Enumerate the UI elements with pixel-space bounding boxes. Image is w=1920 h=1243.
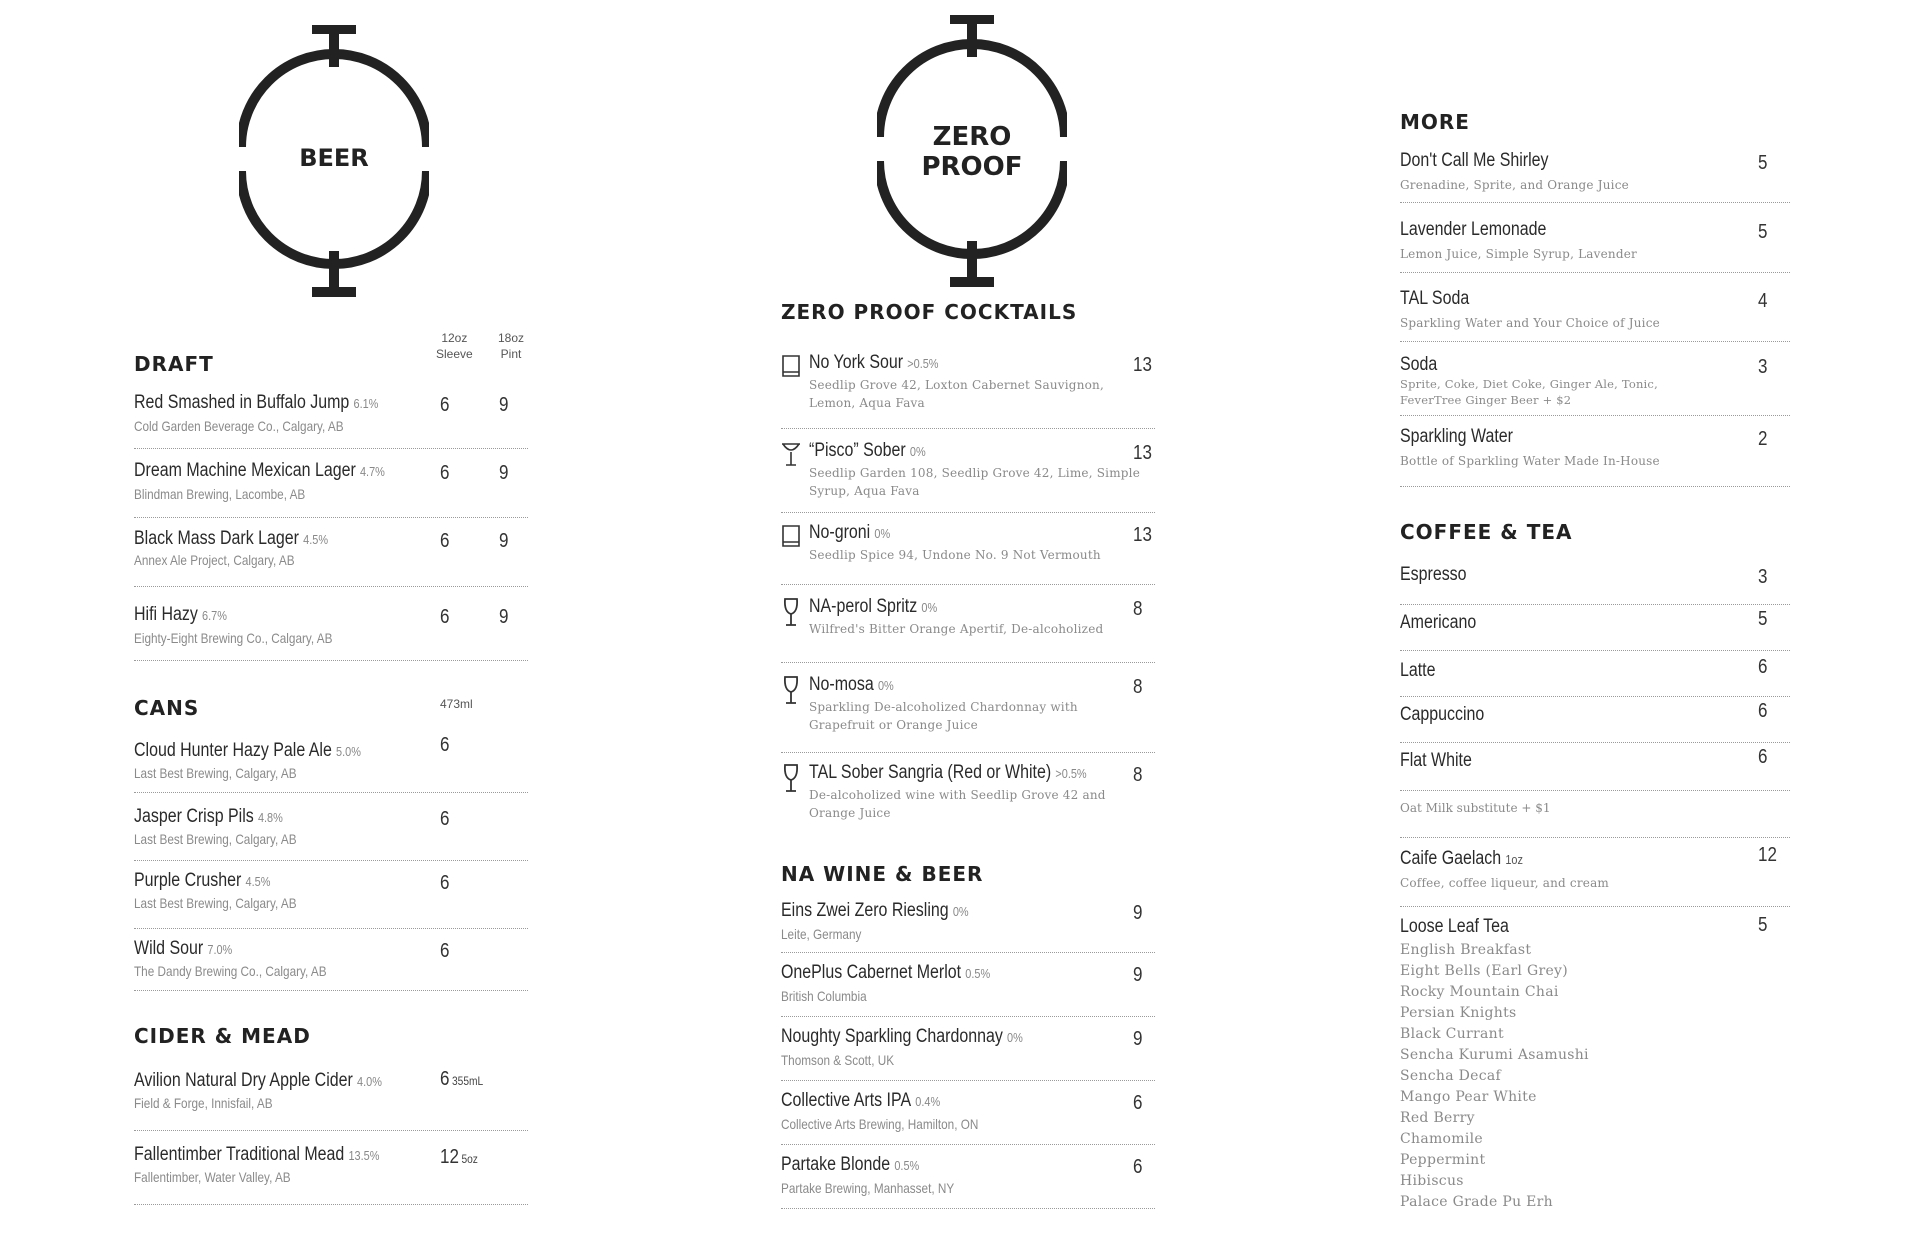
price: 6 (1133, 1156, 1143, 1178)
origin: Partake Brewing, Manhasset, NY (781, 1180, 955, 1196)
price: 5 (1758, 152, 1768, 174)
list-item (1400, 219, 1790, 273)
loose-leaf-tea (1400, 916, 1790, 1216)
list-item (134, 806, 528, 861)
section-title: DRAFT (134, 352, 214, 376)
price: 3 (1758, 566, 1768, 588)
item-name: No-mosa 0% (809, 674, 894, 695)
description: Seedlip Garden 108, Seedlip Grove 42, Lime, Simple Syrup, Aqua Fava (809, 466, 1141, 498)
section-title: COFFEE & TEA (1400, 520, 1573, 544)
price: 8 (1133, 764, 1143, 786)
item-name: Wild Sour 7.0% (134, 938, 233, 959)
description: Coffee, coffee liqueur, and cream (1400, 876, 1610, 890)
price-pint: 9 (499, 462, 509, 484)
price-sleeve: 6 (440, 462, 450, 484)
brewery: Last Best Brewing, Calgary, AB (134, 895, 297, 911)
description: Grenadine, Sprite, and Orange Juice (1400, 178, 1629, 192)
item-name: Americano (1400, 612, 1477, 633)
price: 5 (1758, 914, 1768, 936)
list-item (134, 870, 528, 929)
price: 8 (1133, 598, 1143, 620)
origin: Leite, Germany (781, 926, 862, 942)
tea-varieties-list (1400, 940, 1589, 1213)
cans-section (134, 696, 528, 996)
item-name: OnePlus Cabernet Merlot 0.5% (781, 962, 991, 983)
item-name: “Pisco” Sober 0% (809, 440, 926, 461)
price: 6 (440, 872, 450, 894)
abv: 0% (877, 678, 894, 693)
abv: 4.5% (245, 874, 271, 889)
abv: 0% (874, 526, 891, 541)
section-title: ZERO PROOF COCKTAILS (781, 300, 1078, 324)
section-title: CANS (134, 696, 200, 720)
price: 12 5oz (440, 1146, 478, 1168)
unit: 355mL (452, 1074, 484, 1088)
item-name: Noughty Sparkling Chardonnay 0% (781, 1026, 1023, 1047)
more-section (1400, 110, 1790, 490)
list-item (781, 596, 1155, 663)
tea-variety: Chamomile (1400, 1131, 1483, 1147)
price: 6 (1758, 700, 1768, 722)
list-item (781, 962, 1155, 1017)
price: 9 (1133, 964, 1143, 986)
item-name: Eins Zwei Zero Riesling 0% (781, 900, 969, 921)
abv: 4.0% (357, 1074, 382, 1089)
price: 9 (1133, 1028, 1143, 1050)
tea-variety: Mango Pear White (1400, 1089, 1537, 1105)
tea-variety: Eight Bells (Earl Grey) (1400, 963, 1568, 979)
list-item (781, 674, 1155, 753)
item-name: Loose Leaf Tea (1400, 916, 1509, 937)
price: 8 (1133, 676, 1143, 698)
price: 6 (1133, 1092, 1143, 1114)
item-name: Dream Machine Mexican Lager 4.7% (134, 460, 385, 481)
list-item (1400, 844, 1790, 907)
abv: 0.4% (915, 1094, 941, 1109)
badge-title: BEER (299, 144, 369, 172)
item-name: Partake Blonde 0.5% (781, 1154, 920, 1175)
price-pint: 9 (499, 530, 509, 552)
coupe-glass-icon (781, 442, 801, 468)
tea-variety: Persian Knights (1400, 1005, 1517, 1021)
price: 3 (1758, 356, 1768, 378)
item-name: Purple Crusher 4.5% (134, 870, 271, 891)
item-name: Hifi Hazy 6.7% (134, 604, 227, 625)
list-item (781, 1154, 1155, 1209)
item-name: Red Smashed in Buffalo Jump 6.1% (134, 392, 379, 413)
price: 6 355mL (440, 1068, 484, 1090)
tea-variety: Sencha Kurumi Asamushi (1400, 1047, 1589, 1063)
description: Bottle of Sparkling Water Made In-House (1400, 454, 1660, 468)
abv: 5.0% (336, 744, 361, 759)
brewery: Last Best Brewing, Calgary, AB (134, 831, 297, 847)
abv: >0.5% (1055, 766, 1087, 781)
item-name: Cappuccino (1400, 704, 1485, 725)
abv: 4.7% (359, 464, 385, 479)
item-name: Jasper Crisp Pils 4.8% (134, 806, 283, 827)
section-title: CIDER & MEAD (134, 1024, 311, 1048)
list-item (134, 734, 528, 793)
price: 6 (440, 940, 450, 962)
na-wine-beer-section (781, 862, 1155, 1212)
list-item (134, 1070, 528, 1131)
brewery: Cold Garden Beverage Co., Calgary, AB (134, 418, 344, 434)
item-name: No York Sour >0.5% (809, 352, 939, 373)
description: Seedlip Spice 94, Undone No. 9 Not Vermouth (809, 548, 1101, 562)
price-sleeve: 6 (440, 606, 450, 628)
list-item (1400, 564, 1790, 605)
brewery: Eighty-Eight Brewing Co., Calgary, AB (134, 630, 333, 646)
list-item (134, 460, 528, 518)
price: 5 (1758, 221, 1768, 243)
item-name: TAL Soda (1400, 288, 1470, 309)
brewery: Field & Forge, Innisfail, AB (134, 1095, 273, 1111)
rocks-glass-icon (781, 524, 801, 550)
abv: 6.1% (353, 396, 379, 411)
brewery: The Dandy Brewing Co., Calgary, AB (134, 963, 327, 979)
tea-variety: Rocky Mountain Chai (1400, 984, 1559, 1000)
wine-glass-icon (781, 764, 801, 790)
list-item (134, 604, 528, 661)
item-name: TAL Sober Sangria (Red or White) >0.5% (809, 762, 1087, 783)
zero-proof-badge (877, 15, 1067, 290)
oat-milk-note: Oat Milk substitute + $1 (1400, 790, 1790, 838)
section-title: MORE (1400, 110, 1470, 134)
list-item (1400, 656, 1790, 697)
section-title: NA WINE & BEER (781, 862, 984, 886)
list-item (1400, 354, 1790, 416)
price: 6 (440, 734, 450, 756)
tea-variety: Red Berry (1400, 1110, 1475, 1126)
list-item (1400, 426, 1790, 487)
price: 12 (1758, 844, 1777, 866)
item-name: Caife Gaelach 1oz (1400, 848, 1523, 869)
list-item (1400, 746, 1790, 788)
item-name: Don't Call Me Shirley (1400, 150, 1549, 171)
list-item (134, 528, 528, 587)
price: 13 (1133, 524, 1152, 546)
price-pint: 9 (499, 606, 509, 628)
item-name: Black Mass Dark Lager 4.5% (134, 528, 329, 549)
list-item (1400, 700, 1790, 743)
price: 13 (1133, 442, 1152, 464)
price: 6 (440, 808, 450, 830)
item-name: Avilion Natural Dry Apple Cider 4.0% (134, 1070, 382, 1091)
item-name: Lavender Lemonade (1400, 219, 1547, 240)
abv: 13.5% (348, 1148, 380, 1163)
list-item (781, 352, 1155, 429)
origin: Collective Arts Brewing, Hamilton, ON (781, 1116, 979, 1132)
description: Sprite, Coke, Diet Coke, Ginger Ale, Tonic, FeverTree Ginger Beer + $2 (1400, 377, 1658, 407)
item-name: NA-perol Spritz 0% (809, 596, 938, 617)
tea-variety: English Breakfast (1400, 942, 1532, 958)
tea-variety: Peppermint (1400, 1152, 1486, 1168)
price: 6 (1758, 656, 1768, 678)
item-name: Latte (1400, 660, 1436, 681)
list-item (134, 938, 528, 991)
list-item (781, 900, 1155, 953)
description: Wilfred's Bitter Orange Apertif, De-alcoholized (809, 622, 1104, 636)
list-item (781, 1026, 1155, 1081)
unit: 5oz (461, 1152, 478, 1166)
list-item (781, 1090, 1155, 1145)
list-item (1400, 150, 1790, 203)
price: 6 (1758, 746, 1768, 768)
description: Sparkling Water and Your Choice of Juice (1400, 316, 1660, 330)
list-item (1400, 288, 1790, 342)
size-header-sleeve: 12oz Sleeve (436, 331, 473, 361)
draft-section (134, 330, 528, 670)
item-name: Soda (1400, 354, 1438, 375)
abv: 4.8% (257, 810, 283, 825)
price: 4 (1758, 290, 1768, 312)
tea-variety: Black Currant (1400, 1026, 1504, 1042)
price: 2 (1758, 428, 1768, 450)
abv: 0% (952, 904, 969, 919)
price-sleeve: 6 (440, 394, 450, 416)
list-item (1400, 608, 1790, 651)
abv: 0% (921, 600, 938, 615)
rocks-glass-icon (781, 354, 801, 380)
item-name: Cloud Hunter Hazy Pale Ale 5.0% (134, 740, 361, 761)
list-item (781, 440, 1155, 513)
brewery: Blindman Brewing, Lacombe, AB (134, 486, 306, 502)
origin: Thomson & Scott, UK (781, 1052, 895, 1068)
badge-title: ZERO PROOF (921, 122, 1023, 182)
brewery: Last Best Brewing, Calgary, AB (134, 765, 297, 781)
item-name: Fallentimber Traditional Mead 13.5% (134, 1144, 380, 1165)
price: 9 (1133, 902, 1143, 924)
wine-glass-icon (781, 676, 801, 702)
list-item (781, 762, 1155, 830)
size-header-can: 473ml (440, 697, 473, 711)
price: 13 (1133, 354, 1152, 376)
item-name: No-groni 0% (809, 522, 891, 543)
brewery: Fallentimber, Water Valley, AB (134, 1169, 291, 1185)
price-sleeve: 6 (440, 530, 450, 552)
tea-variety: Hibiscus (1400, 1173, 1464, 1189)
abv: 7.0% (207, 942, 233, 957)
abv: 0% (909, 444, 926, 459)
item-name: Flat White (1400, 750, 1472, 771)
list-item (781, 522, 1155, 585)
coffee-tea-section (1400, 520, 1790, 1220)
abv: 0.5% (894, 1158, 920, 1173)
cider-mead-section (134, 1024, 528, 1214)
description: Lemon Juice, Simple Syrup, Lavender (1400, 247, 1637, 261)
item-name: Sparkling Water (1400, 426, 1513, 447)
tea-variety: Palace Grade Pu Erh (1400, 1194, 1553, 1210)
description: Seedlip Grove 42, Loxton Cabernet Sauvignon, Lemon, Aqua Fava (809, 378, 1104, 410)
description: Sparkling De-alcoholized Chardonnay with Grapefruit or Orange Juice (809, 700, 1078, 732)
item-name: Espresso (1400, 564, 1467, 585)
item-name: Collective Arts IPA 0.4% (781, 1090, 941, 1111)
list-item (134, 392, 528, 449)
beer-badge (239, 25, 429, 300)
size-header-pint: 18oz Pint (498, 331, 525, 361)
list-item (134, 1144, 528, 1205)
tea-variety: Sencha Decaf (1400, 1068, 1502, 1084)
abv: 0.5% (965, 966, 991, 981)
abv: 6.7% (202, 608, 227, 623)
brewery: Annex Ale Project, Calgary, AB (134, 552, 295, 568)
zero-proof-cocktails-section (781, 300, 1155, 830)
abv: >0.5% (907, 356, 939, 371)
description: De-alcoholized wine with Seedlip Grove 42 and Orange Juice (809, 788, 1106, 820)
price-pint: 9 (499, 394, 509, 416)
origin: British Columbia (781, 988, 867, 1004)
price: 5 (1758, 608, 1768, 630)
abv: 4.5% (303, 532, 329, 547)
abv: 0% (1007, 1030, 1023, 1045)
wine-glass-icon (781, 598, 801, 624)
size: 1oz (1505, 852, 1523, 867)
